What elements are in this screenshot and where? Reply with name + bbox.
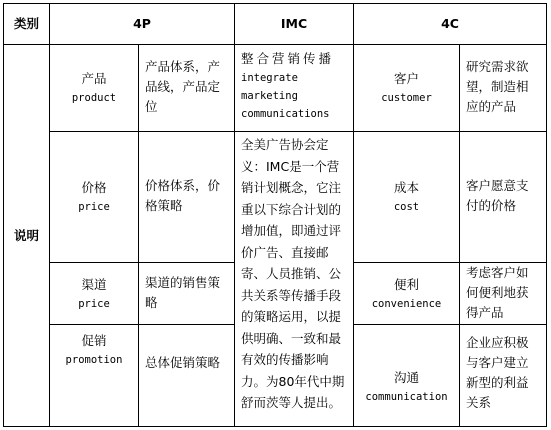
4c-desc-cell [459,131,547,263]
4p-desc-cell [138,262,235,325]
4p-desc-cell [138,131,235,263]
4c-name-cell [353,262,460,325]
imc-definition: 全美广告协会定义：IMC是一个营销计划概念，它注重以下综合计划的增加值，即通过评价广告、直接邮寄、人员推销、公共关系等传播手段的策略运用，以提供明确、一致和最有效的传播影响力。为80年代中期舒而茨等人提出。 [241,137,345,410]
4c-desc: 考虑客户如何便利地获得产品 [466,265,529,320]
4c-name-cn: 沟通 [393,369,419,385]
header-category-label: 类别 [13,16,39,31]
imc-definition-cell [234,131,354,427]
header-category [3,3,50,45]
4p-name-en: product [71,92,117,104]
4c-name-cell [353,324,460,427]
4c-name-en: convenience [371,297,442,310]
4c-name-cell [353,44,460,132]
header-4p-label: 4P [133,16,151,31]
4p-desc: 产品体系，产品线，产品定位 [145,59,221,114]
4p-name-cell [49,262,139,325]
4c-name-cn: 便利 [393,276,419,292]
imc-title-cn: 整合营销传播 [241,51,335,66]
4c-name-cell [353,131,460,263]
4c-desc: 客户愿意支付的价格 [466,178,529,213]
4c-desc-cell [459,44,547,132]
4p-desc: 价格体系，价格策略 [145,178,221,213]
imc-title-en-3: communications [241,108,330,120]
imc-title-en-1: integrate [241,72,298,84]
header-4p [49,3,235,45]
4p-desc-cell [138,44,235,132]
header-4c-label: 4C [441,16,459,31]
header-imc-label: IMC [280,16,308,31]
4p-name-en: price [78,297,110,310]
4p-name-cell [49,131,139,263]
4c-name-en: cost [393,201,420,213]
4c-name-en: customer [381,92,432,104]
4p-name-cell [49,44,139,132]
4c-name-en: communication [365,390,448,403]
4p-name-cn: 促销 [81,333,107,348]
4c-name-cn: 客户 [393,71,419,86]
4c-desc-cell [459,262,547,325]
4c-name-cn: 成本 [393,180,419,195]
header-4c [353,3,547,45]
4p-desc-cell [138,324,235,427]
row-label-cell [3,44,50,427]
4p-desc: 渠道的销售策略 [145,275,221,310]
4p-name-cn: 价格 [81,180,107,195]
4c-desc: 企业应积极与客户建立新型的利益关系 [466,335,529,410]
4p-desc: 总体促销策略 [145,355,221,370]
header-imc [234,3,354,45]
imc-title-cell [234,44,354,132]
row-label: 说明 [13,227,39,243]
4p-name-cn: 渠道 [81,276,107,292]
4p-name-cn: 产品 [81,71,107,86]
4p-name-en: price [78,201,110,213]
4c-desc-cell [459,324,547,427]
4p-name-cell [49,324,139,427]
imc-title-en-2: marketing [241,90,298,102]
4p-name-en: promotion [65,354,123,366]
4c-desc: 研究需求欲望，制造相应的产品 [466,59,529,114]
